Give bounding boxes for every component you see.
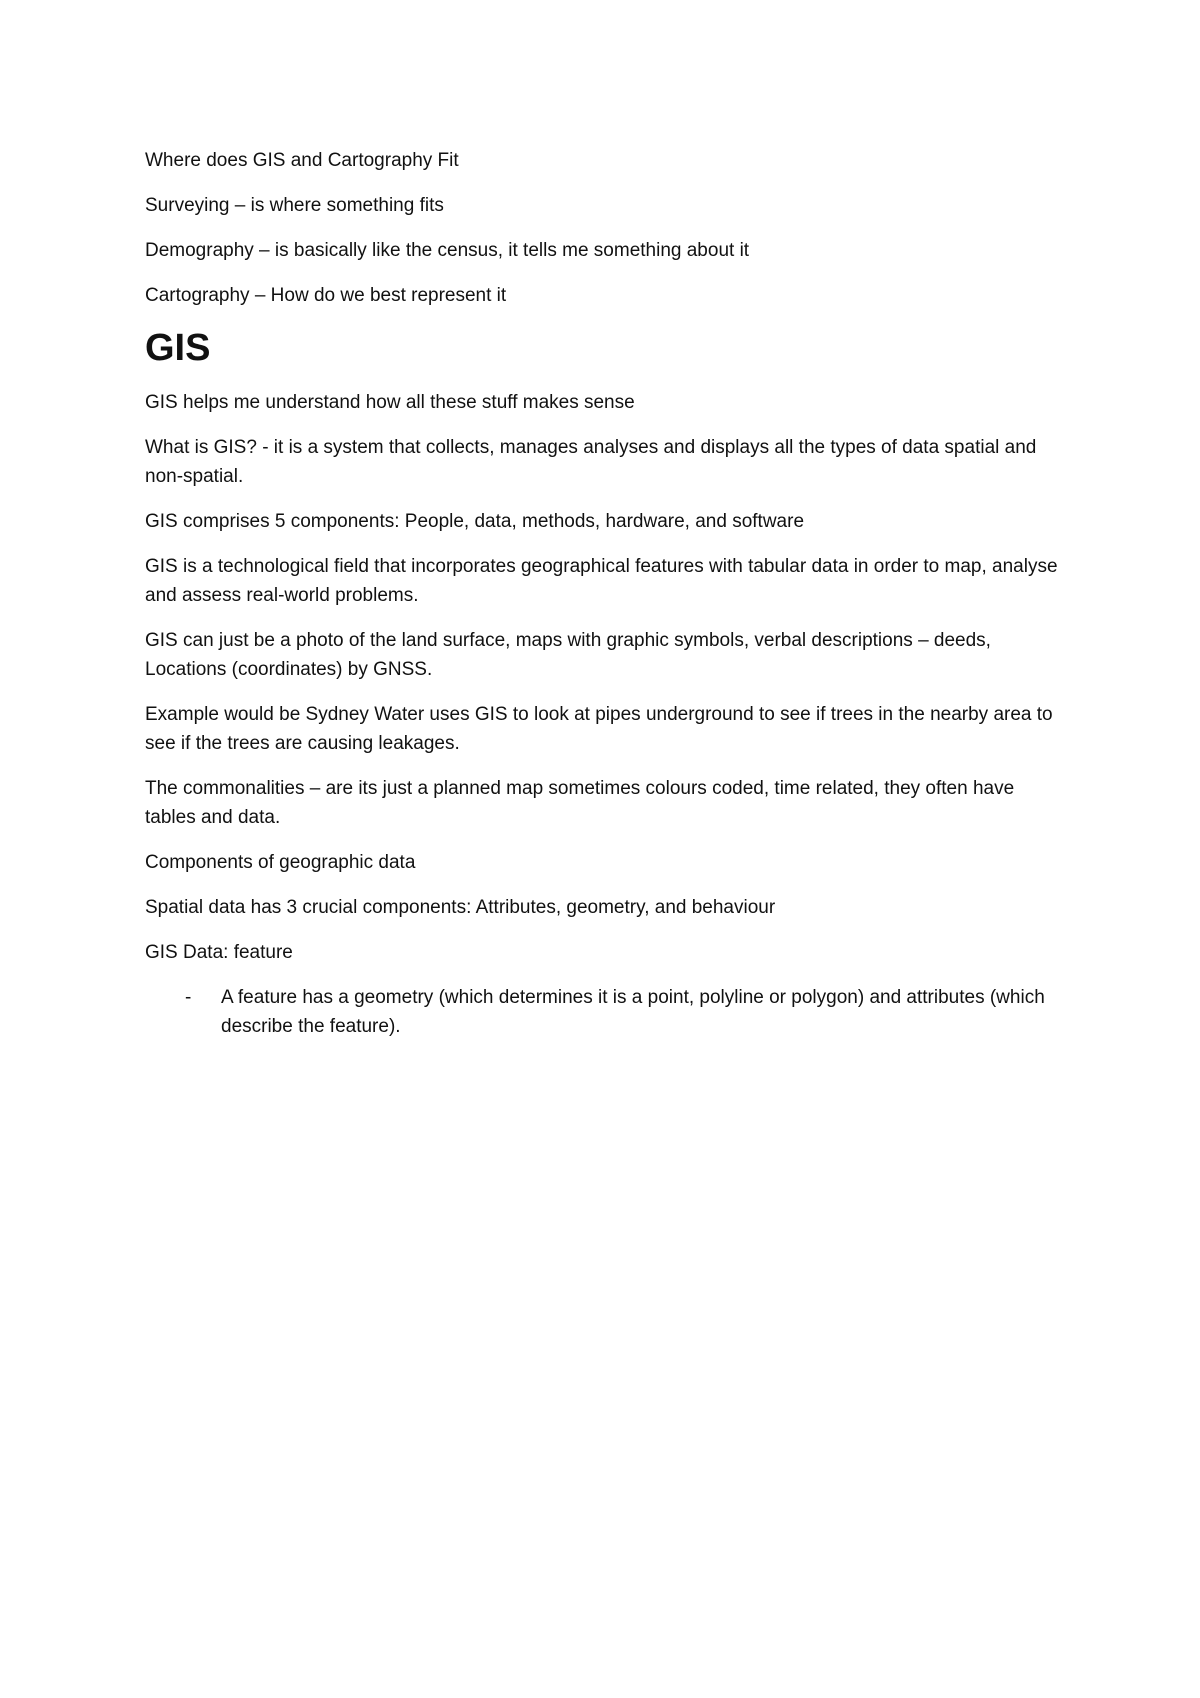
gis-paragraph-2: What is GIS? - it is a system that collects, manages analyses and displays all the types of data spatial and non-spatial. (145, 437, 1037, 487)
cartography-line: Cartography – How do we best represent it (145, 285, 507, 306)
gis-paragraph-8: Components of geographic data (145, 852, 416, 873)
document-content (145, 146, 1065, 1057)
bullet-list-item (145, 983, 1065, 1041)
gis-paragraph-9: Spatial data has 3 crucial components: Attributes, geometry, and behaviour (145, 897, 776, 918)
doc-title-line: Where does GIS and Cartography Fit (145, 150, 459, 171)
demography-line: Demography – is basically like the census, it tells me something about it (145, 240, 750, 261)
bullet-dash-icon: - (185, 987, 192, 1008)
gis-paragraph-3: GIS comprises 5 components: People, data, methods, hardware, and software (145, 511, 805, 532)
gis-heading: GIS (145, 327, 211, 369)
gis-paragraph-6: Example would be Sydney Water uses GIS to look at pipes underground to see if trees in the nearby area to see if the trees are causing leakages. (145, 704, 1053, 754)
gis-paragraph-10: GIS Data: feature (145, 942, 293, 963)
bullet-text: A feature has a geometry (which determines it is a point, polyline or polygon) and attributes (which describe the feature). (221, 987, 1045, 1037)
gis-paragraph-7: The commonalities – are its just a planned map sometimes colours coded, time related, they often have tables and data. (145, 778, 1015, 828)
gis-paragraph-1: GIS helps me understand how all these stuff makes sense (145, 392, 635, 413)
surveying-line: Surveying – is where something fits (145, 195, 444, 216)
gis-paragraph-4: GIS is a technological field that incorporates geographical features with tabular data in order to map, analyse and assess real-world problems. (145, 556, 1058, 606)
gis-paragraph-5: GIS can just be a photo of the land surface, maps with graphic symbols, verbal descriptions – deeds, Locations (coordinates) by GNSS. (145, 630, 991, 680)
